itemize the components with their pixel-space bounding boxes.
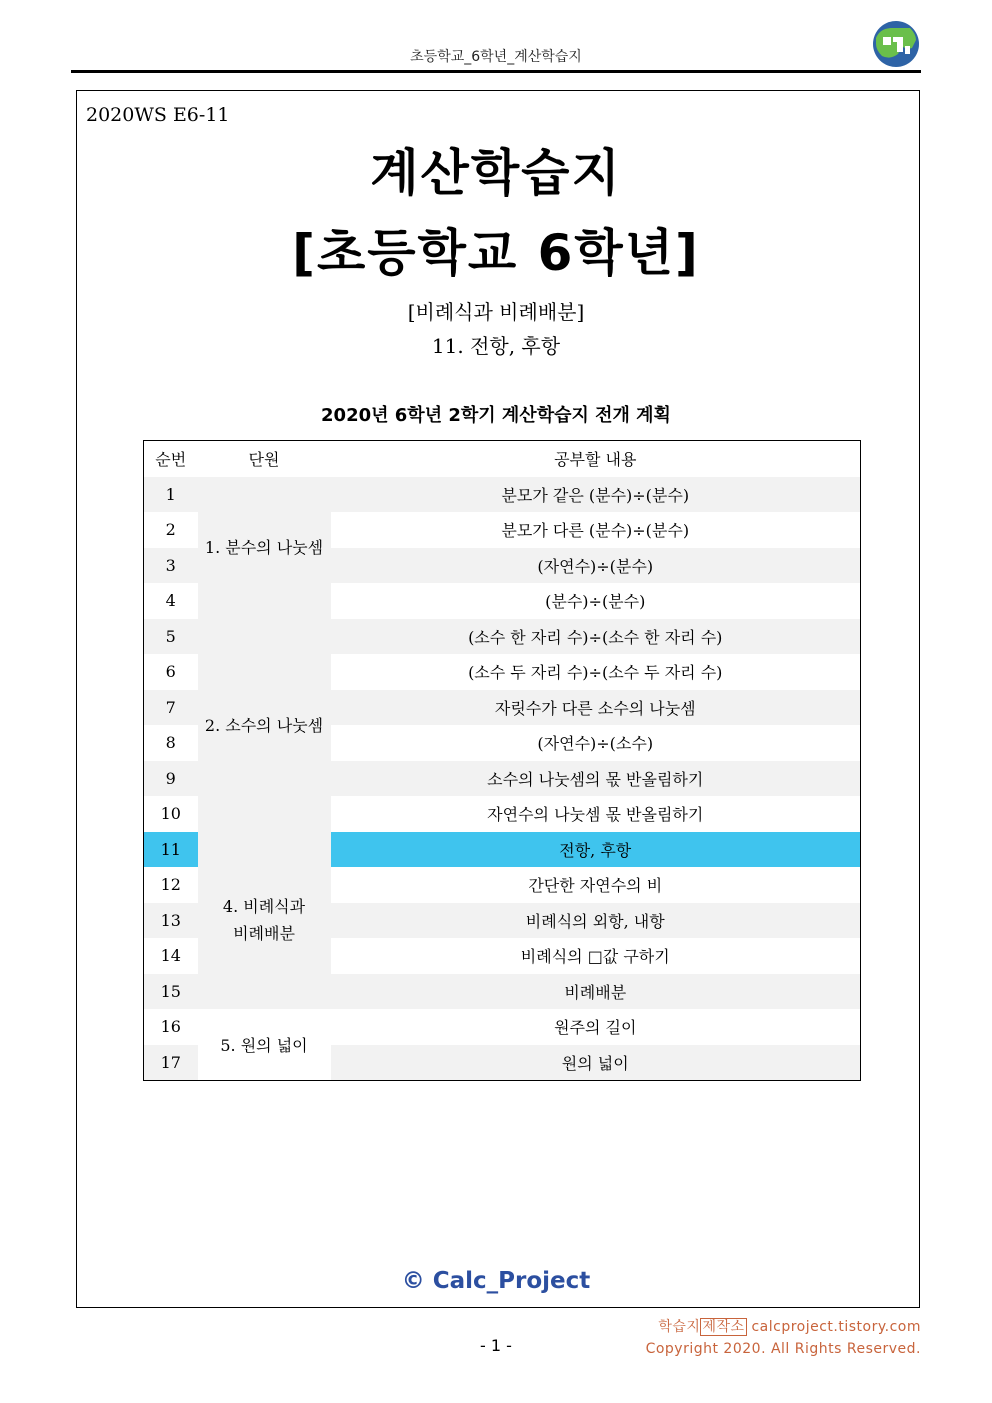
lesson-name: 11. 전항, 후항 xyxy=(431,334,561,358)
plan-table xyxy=(143,440,861,1081)
row-num: 13 xyxy=(144,903,198,939)
table-row xyxy=(144,477,861,513)
sub-title: [초등학교 6학년] xyxy=(292,224,700,282)
unit-cell: 5. 원의 넓이 xyxy=(198,1009,331,1081)
row-content: 소수의 나눗셈의 몫 반올림하기 xyxy=(331,761,861,797)
row-num: 10 xyxy=(144,796,198,832)
row-content: (분수)÷(분수) xyxy=(331,583,861,619)
row-content: (소수 두 자리 수)÷(소수 두 자리 수) xyxy=(331,654,861,690)
row-num: 14 xyxy=(144,938,198,974)
row-content: (자연수)÷(분수) xyxy=(331,548,861,584)
row-num: 7 xyxy=(144,690,198,726)
row-num: 2 xyxy=(144,512,198,548)
footer-brand-a: 학습지 xyxy=(658,1319,701,1335)
footer-site-link[interactable]: calcproject.tistory.com xyxy=(751,1319,921,1335)
row-num: 15 xyxy=(144,974,198,1010)
copyright-mark: © Calc_Project xyxy=(401,1268,591,1294)
row-content: 간단한 자연수의 비 xyxy=(331,867,861,903)
header-title: 초등학교_6학년_계산학습지 xyxy=(410,49,582,65)
table-row-current-lesson xyxy=(144,832,861,868)
row-num: 4 xyxy=(144,583,198,619)
unit-cell xyxy=(198,832,331,1010)
plan-title: 2020년 6학년 2학기 계산학습지 전개 계획 xyxy=(321,405,671,426)
header-content: 공부할 내용 xyxy=(331,441,861,477)
row-num: 5 xyxy=(144,619,198,655)
row-content: 원주의 길이 xyxy=(331,1009,861,1045)
row-num: 9 xyxy=(144,761,198,797)
row-num: 16 xyxy=(144,1009,198,1045)
header-unit: 단원 xyxy=(198,441,331,477)
unit-cell: 1. 분수의 나눗셈 xyxy=(198,477,331,619)
row-num: 1 xyxy=(144,477,198,513)
unit-cell: 2. 소수의 나눗셈 xyxy=(198,619,331,832)
calc-project-logo xyxy=(872,20,920,68)
table-row xyxy=(144,619,861,655)
header-rule xyxy=(71,70,921,73)
table-header-row xyxy=(144,441,861,477)
row-content: 비례식의 □값 구하기 xyxy=(331,938,861,974)
row-content: 원의 넓이 xyxy=(331,1045,861,1081)
row-content: 자릿수가 다른 소수의 나눗셈 xyxy=(331,690,861,726)
header-num: 순번 xyxy=(144,441,198,477)
row-content: 분모가 같은 (분수)÷(분수) xyxy=(331,477,861,513)
footer-site xyxy=(658,1316,921,1336)
row-num: 6 xyxy=(144,654,198,690)
table-row xyxy=(144,1009,861,1045)
row-num: 8 xyxy=(144,725,198,761)
row-num: 17 xyxy=(144,1045,198,1081)
row-content: 분모가 다른 (분수)÷(분수) xyxy=(331,512,861,548)
row-content: 비례배분 xyxy=(331,974,861,1010)
row-content: (소수 한 자리 수)÷(소수 한 자리 수) xyxy=(331,619,861,655)
chapter-name: [비례식과 비례배분] xyxy=(407,300,585,324)
row-content: 자연수의 나눗셈 몫 반올림하기 xyxy=(331,796,861,832)
row-num: 3 xyxy=(144,548,198,584)
main-title: 계산학습지 xyxy=(370,144,622,202)
page-number: - 1 - xyxy=(480,1336,512,1355)
unit-label-line1: 4. 비례식과 xyxy=(222,897,306,917)
row-content: 전항, 후항 xyxy=(331,832,861,868)
footer-brand-b: 제작소 xyxy=(702,1319,745,1335)
row-num: 12 xyxy=(144,867,198,903)
unit-label-line2: 비례배분 xyxy=(233,924,295,944)
document-code: 2020WS E6-11 xyxy=(86,104,230,126)
row-num: 11 xyxy=(144,832,198,868)
row-content: (자연수)÷(소수) xyxy=(331,725,861,761)
footer-copyright: Copyright 2020. All Rights Reserved. xyxy=(645,1341,921,1357)
row-content: 비례식의 외항, 내항 xyxy=(331,903,861,939)
